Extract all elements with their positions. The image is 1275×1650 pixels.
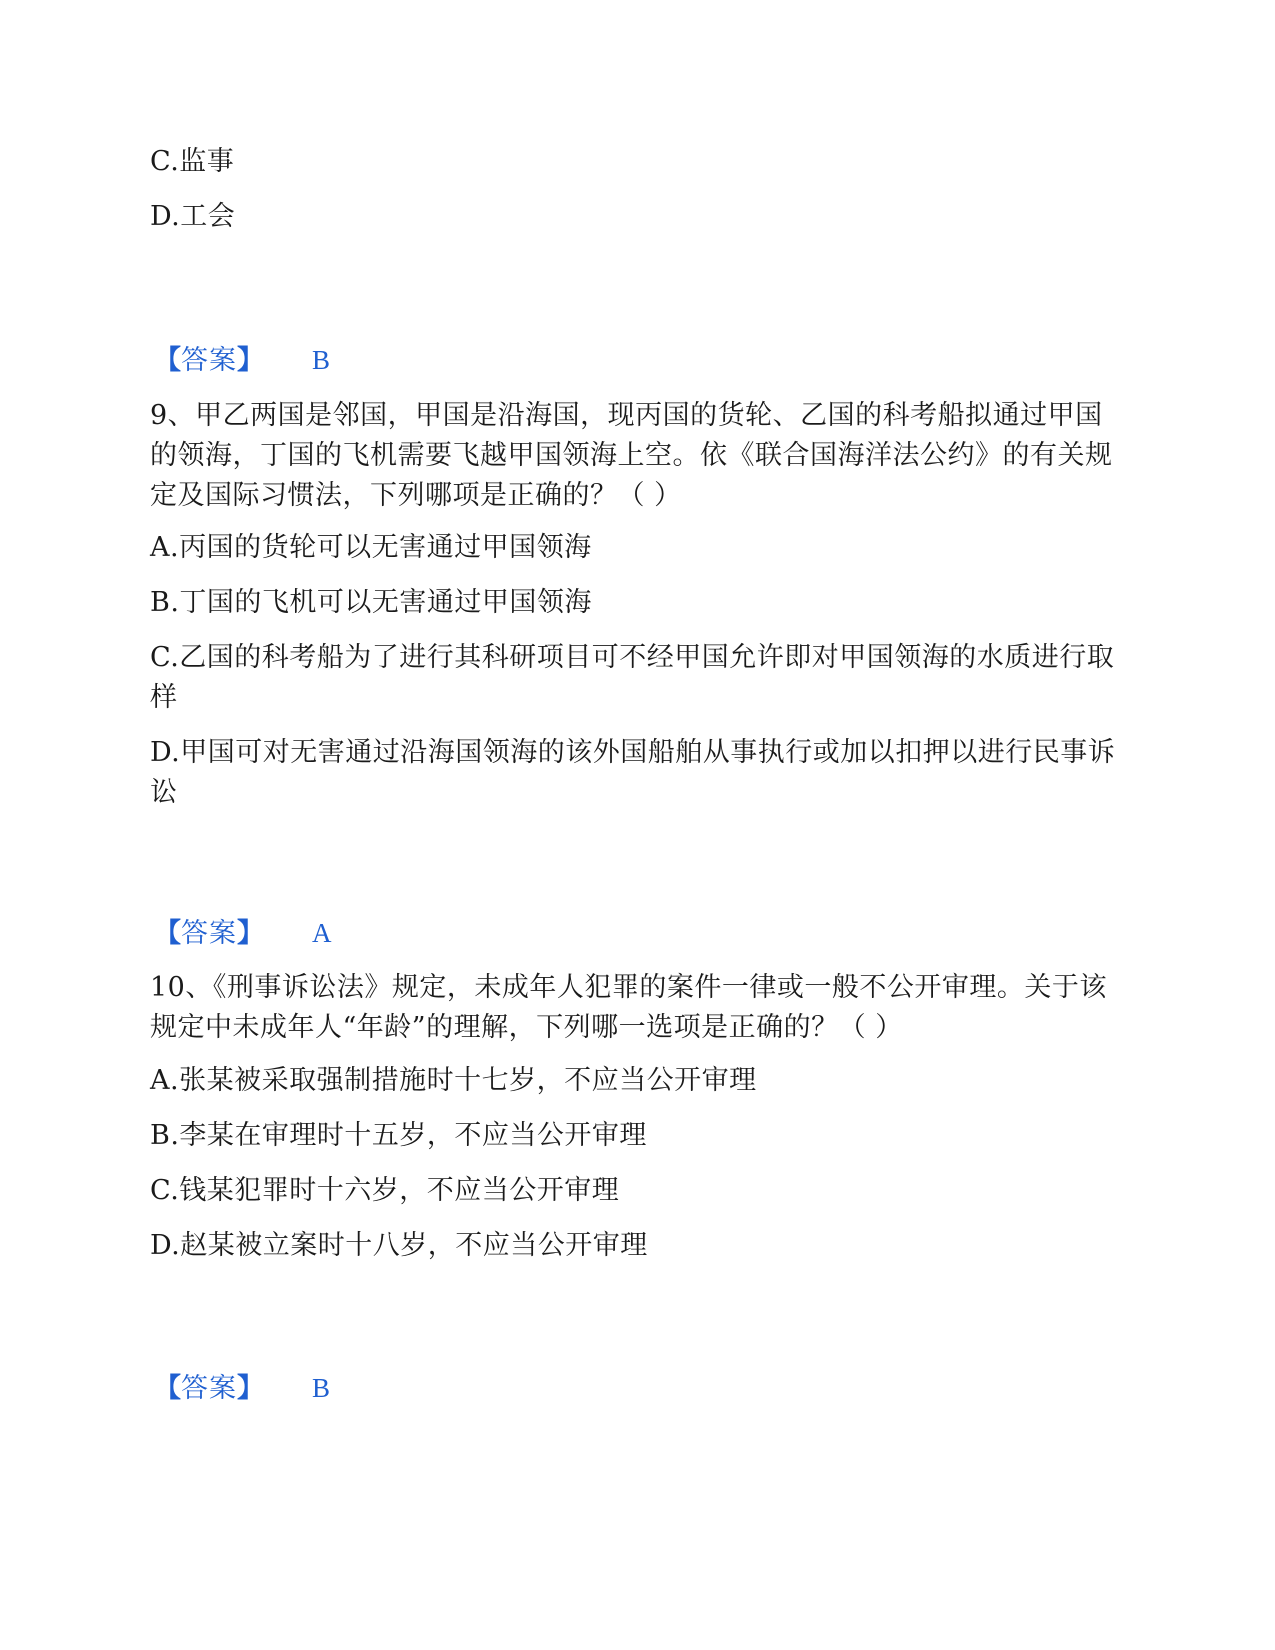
answer-value: B — [312, 345, 331, 375]
answer-label: 答案 — [181, 1373, 237, 1404]
q8-option-d: D.工会 — [150, 201, 236, 232]
q9-answer — [154, 913, 332, 954]
answer-label: 答案 — [181, 345, 237, 376]
q8-option-c: C.监事 — [150, 146, 235, 177]
q10-option-d: D.赵某被立案时十八岁，不应当公开审理 — [150, 1230, 648, 1261]
q10-option-c: C.钱某犯罪时十六岁，不应当公开审理 — [150, 1175, 620, 1206]
answer-bracket-open: 【 — [154, 918, 181, 949]
answer-label: 答案 — [181, 918, 237, 949]
answer-value: A — [312, 918, 332, 948]
answer-value: B — [312, 1373, 331, 1403]
q9-option-c: C.乙国的科考船为了进行其科研项目可不经甲国允许即对甲国领海的水质进行取样 — [150, 642, 1115, 713]
answer-bracket-open: 【 — [154, 345, 181, 376]
answer-bracket-close: 】 — [237, 918, 264, 949]
q10-option-a: A.张某被采取强制措施时十七岁，不应当公开审理 — [150, 1065, 757, 1096]
answer-bracket-open: 【 — [154, 1373, 181, 1404]
answer-bracket-close: 】 — [237, 345, 264, 376]
q9-option-b: B.丁国的飞机可以无害通过甲国领海 — [150, 587, 592, 618]
q8-answer — [154, 340, 330, 381]
q10-answer — [154, 1368, 330, 1409]
q10-option-b: B.李某在审理时十五岁，不应当公开审理 — [150, 1120, 647, 1151]
answer-bracket-close: 】 — [237, 1373, 264, 1404]
q10-stem: 10、《刑事诉讼法》规定，未成年人犯罪的案件一律或一般不公开审理。关于该规定中未成年人“年龄”的理解，下列哪一选项是正确的？（ ） — [150, 972, 1107, 1043]
q9-stem: 9、甲乙两国是邻国，甲国是沿海国，现丙国的货轮、乙国的科考船拟通过甲国的领海，丁国的飞机需要飞越甲国领海上空。依《联合国海洋法公约》的有关规定及国际习惯法，下列哪项是正确的？（ ） — [150, 400, 1113, 511]
q9-option-a: A.丙国的货轮可以无害通过甲国领海 — [150, 532, 592, 563]
q9-option-d: D.甲国可对无害通过沿海国领海的该外国船舶从事执行或加以扣押以进行民事诉讼 — [150, 737, 1116, 808]
